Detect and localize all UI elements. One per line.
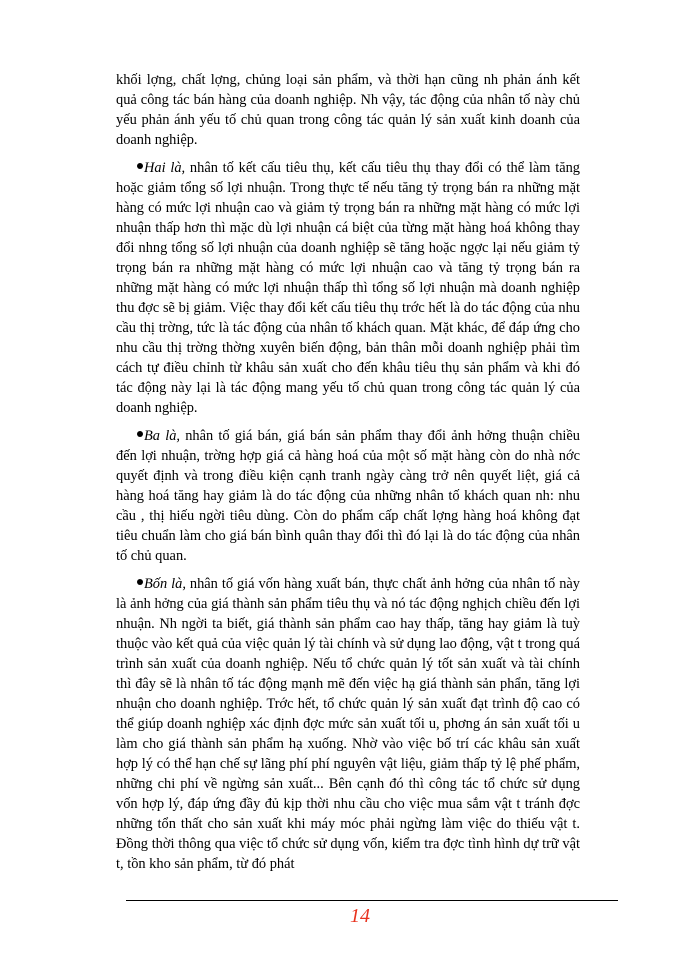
paragraph-text: khối lợng, chất lợng, chủng loại sản phẩm, và thời hạn cũng nh phản ánh kết quả công tác bán hàng của doanh nghiệp. Nh vậy, tác động của nhân tố này chủ yếu phản ánh yếu tố chủ quan trong công tác quản lý sản xuất kinh doanh của doanh nghiệp. xyxy=(116,72,580,148)
paragraph-2 xyxy=(116,158,580,418)
paragraph-text: nhân tố giá vốn hàng xuất bán, thực chất ảnh hởng của nhân tố này là ảnh hởng của giá thành sản phẩm tiêu thụ và nó tác động nghịch chiều đến lợi nhuận. Nh ngời ta biết, giá thành sản phẩm cao hay thấp, tăng hay giảm là tuỳ thuộc vào kết quả của việc quản lý tài chính và sử dụng lao động, vật t trong quá trình sản xuất của doanh nghiệp. Nếu tổ chức quản lý tốt sản xuất và tài chính thì đây sẽ là nhân tố tác động mạnh mẽ đến việc hạ giá thành sản phẩn, tăng lợi nhuận cho doanh nghiệp. Trớc hết, tổ chức quản lý sản xuất đạt trình độ cao có thể giúp doanh nghiệp xác định đợc mức sản xuất tối u, phơng án sản xuất tối u làm cho giá thành sản phẩm hạ xuống. Nhờ vào việc bố trí các khâu sản xuất hợp lý có thể hạn chế sự lãng phí phí nguyên vật liệu, giảm thấp tỷ lệ phế phẩm, những chi phí về ngừng sản xuất... Bên cạnh đó thì công tác tổ chức sử dụng vốn hợp lý, đáp ứng đầy đủ kịp thời nhu cầu cho việc mua sắm vật t tránh đợc những tổn thất cho sản xuất khi máy móc phải ngừng làm việc do thiếu vật t. Đồng thời thông qua việc tổ chức sử dụng vốn, kiểm tra đợc tình hình dự trữ vật t, tồn kho sản phẩm, từ đó phát xyxy=(116,576,580,872)
paragraph-lead: Bốn là, xyxy=(144,576,186,592)
page-number: 14 xyxy=(350,905,370,927)
paragraph-text: nhân tố giá bán, giá bán sản phẩm thay đổi ảnh hởng thuận chiều đến lợi nhuận, trờng hợp giá cả hàng hoá của một số mặt hàng còn do nhà nớc quyết định và trong điều kiện cạnh tranh ngày càng trở nên quyết liệt, giá cả hàng hoá tăng hay giảm là do tác động của những nhân tố khách quan nh: nhu cầu , thị hiếu ngời tiêu dùng. Còn do phẩm cấp chất lợng hàng hoá không đạt tiêu chuẩn làm cho giá bán bình quân thay đổi thì đó lại là do tác động của nhân tố chủ quan. xyxy=(116,428,580,564)
paragraph-4 xyxy=(116,574,580,874)
paragraph-3 xyxy=(116,426,580,566)
paragraph-text: nhân tố kết cấu tiêu thụ, kết cấu tiêu thụ thay đổi có thể làm tăng hoặc giảm tổng số lợi nhuận. Trong thực tế nếu tăng tỷ trọng bán ra những mặt hàng có mức lợi nhuận cao và giảm tỷ trọng bán ra những mặt hàng có mức lợi nhuận thấp hơn thì mặc dù lợi nhuận cá biệt của từng mặt hàng hoá không thay đổi nhng tổng số lợi nhuận của doanh nghiệp sẽ tăng hoặc ngợc lại nếu giảm tỷ trọng bán ra những mặt hàng có mức lợi nhuận cao và tăng tỷ trọng bán ra những mặt hàng có mức lợi nhuận thấp thì tổng số lợi nhuận mà doanh nghiệp thu đợc sẽ bị giảm. Việc thay đổi kết cấu tiêu thụ trớc hết là do tác động của nhu cầu thị trờng, tức là tác động của nhân tố khách quan. Mặt khác, để đáp ứng cho nhu cầu thị trờng thờng xuyên biến động, bản thân mỗi doanh nghiệp phải tìm cách tự điều chỉnh từ khâu sản xuất cho đến khâu tiêu thụ sản phẩm và khi đó tác động này lại là tác động mang yếu tố chủ quan trong công tác quản lý của doanh nghiệp. xyxy=(116,160,580,416)
paragraph-lead: Hai là, xyxy=(144,160,186,176)
bullet-icon xyxy=(137,579,143,585)
footer-rule xyxy=(126,900,618,901)
paragraph-lead: Ba là, xyxy=(144,428,180,444)
bullet-icon xyxy=(137,163,143,169)
bullet-icon xyxy=(137,431,143,437)
paragraph-1 xyxy=(116,70,580,150)
document-body xyxy=(116,70,580,882)
